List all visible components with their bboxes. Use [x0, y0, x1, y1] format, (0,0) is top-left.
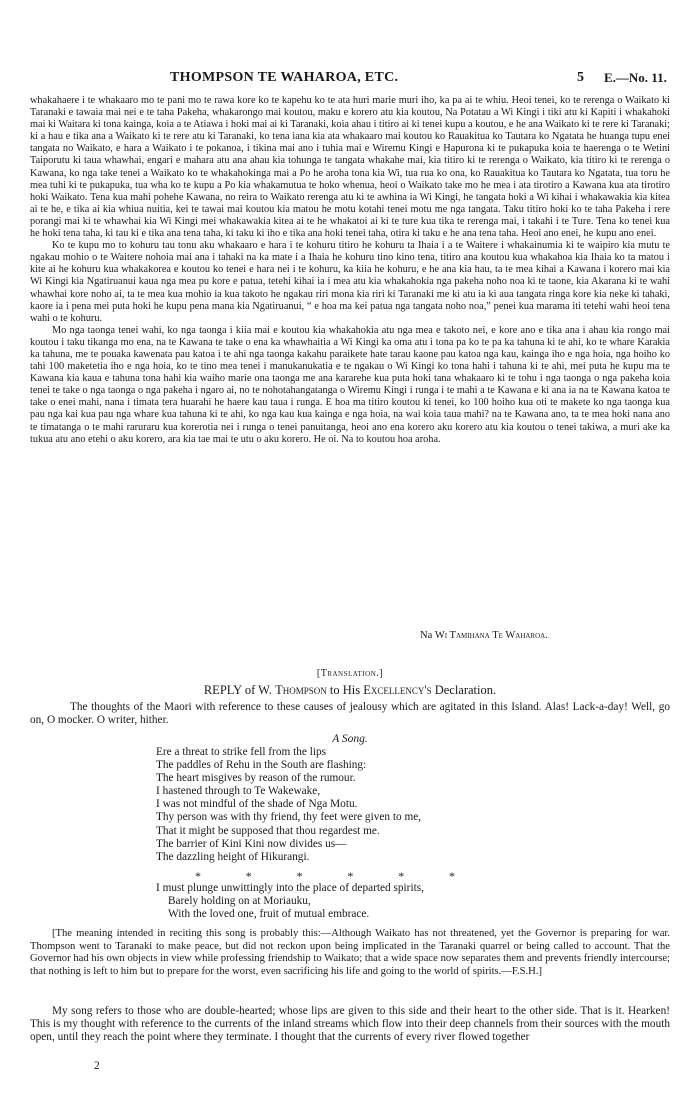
song-title: A Song.	[332, 733, 368, 745]
star: *	[296, 869, 303, 883]
english-intro	[30, 701, 670, 727]
song-line: Ere a threat to strike fell from the lips	[156, 746, 327, 758]
song-line: That it might be supposed that thou regardest me.	[156, 824, 380, 837]
song-verse-end	[156, 882, 626, 921]
document-reference: E.—No. 11.	[604, 70, 667, 85]
note-text: [The meaning intended in reciting this song is probably this:—Although Waikato has not threatened, yet the Governor is preparing for war. Thompson went to Taranaki to make peace, but did not reckon upon being implicated in the Taranaki quarrel or being called to account. That the Governor had his own objects in view while professing friendship to Waikato; that a wide space now separates them and prevents friendly intercourse; that nothing is left to him but to prepare for the worst, even sacrificing his life and going to the world of spirits.—F.S.H.]	[30, 928, 670, 977]
signature-prefix: Na	[420, 630, 433, 641]
song-line: The heart misgives by reason of the rumour.	[156, 772, 356, 785]
page-number: 5	[577, 70, 584, 85]
star: *	[448, 869, 455, 883]
english-paragraph: The thoughts of the Maori with reference to these causes of jealousy which are agitated in this Island. Alas! Lack-a-day! Well, go on, O mocker. O writer, hither.	[30, 701, 670, 726]
song-line: With the loved one, fruit of mutual embrace.	[168, 908, 370, 921]
reply-name: Thompson	[275, 683, 327, 697]
translation-label: [Translation.]	[316, 668, 384, 679]
star: *	[398, 869, 405, 883]
reply-heading	[0, 683, 700, 698]
closing-paragraph: My song refers to those who are double-hearted; whose lips are given to this side and their heart to the other side. That is it. Hearken! This is my thought with reference to the currents of the inland streams which flow into their deep channels from their sources with the mouth open, until they reach the point where they terminate. I thought that the currents of every river flowed together	[30, 1005, 670, 1044]
song-line: The dazzling height of Hikurangi.	[156, 850, 310, 863]
reply-title: Excellency's	[363, 683, 432, 697]
song-line: I must plunge unwittingly into the place of departed spirits,	[156, 882, 424, 894]
song-line: Thy person was with thy friend, thy feet were given to me,	[156, 811, 422, 824]
maori-paragraph: Ko te kupu mo to kohuru tau tonu aku whakaaro e hara i te kohuru titiro he kohuru ta Ihaia i a te Waitere i whakainumia ki te waipiro kia mutu te ngakau mohio o te Waitere nohoia mai ana i tahaki na ka mate i a Ihaia he kohuru tino kino tena, titiro ana koutou kua whakahoa kia Ihaia ko ta matou i kite ai he kohuru kua whakakorea e koutou ko tenei e hara nei i te kohuru, ka kiia he kohuru, e he ana kia hau, ta te mea kihai a Kawana i korero mai kia Wi Kingi kia Ngatiruanui kaua nga mea pu kore e patua, tetehi kihai ia i mea atu kia whakahokia nga pakeha noho noa ki te taone, kia Akarana ki te wahi whawhai kore noho ai, ta te mea kua mohio ia kua takoto he ngakau riri mona kia riri ki Taranaki me ki atu ia ki aua tangata ringa kore kia neke ki tahaki, kaore ia i pena mei puta hoki he kupu pena mana kia Ngatiruanui, “ e hoa ma kei patua nga tangata noho noa,” penei kua marama iti tetehi wahi heoi tena wahi o te kohuru.	[30, 240, 670, 324]
star: *	[245, 869, 252, 883]
signature-mark: 2	[94, 1060, 100, 1072]
star: *	[195, 869, 201, 883]
reply-prefix: REPLY of W.	[203, 683, 272, 697]
song-line: I hastened through to Te Wakewake,	[156, 785, 321, 798]
maori-paragraph: Mo nga taonga tenei wahi, ko nga taonga i kiia mai e koutou kia whakahokia atu nga mea e takoto nei, e kore ano e tika ana i ahau kia rongo mai koutou i taku tikanga mo ena, na te Kawana te take o ena ka whawhaitia a Wi Kingi ka oma atu i tona pa ko te pa ka tahuna ki te ahi, ko te whare Karakia ka tahuna, me te pouaka kawenata pau katoa i te ahi nga taonga kakahu paraikete hate tarau kaone pau katoa nga kau, kainga iho e nga hoia, nga hoiho ko tahi 100 maketetia iho e nga hoia, ko te tino mea tenei i manukanukatia e te ngakau o Wi Kingi ko tona hahi i tahuna ki te ahi, mei puta he kupu ma te Kawana kia kaua e tahuna tona hahi kia waiho marie ona taonga me ana kararehe kua puta hoki tana whakaaro ki te tohu i nga taonga o nga pakeha koia tenei te take o nga taonga o nga pakeha i ngaro ai, no te nohotahangatanga o Wiremu Kingi i runga i te mahi a te Kawana e ki ana ia na te Kawana katoa te take o enei mahi, nana i timata tera huarahi he haere kau taua i runga. E hoa ma titiro koutou ki tenei, ko 100 hoiho kua oti te makete ko nga taonga kua pau nga kai kua pau nga whare kua tahuna ki te ahi, ko nga kau kua kainga e nga hoia, na wai koia taua mahi? na te Kawana ano, ta te mea hoki nana ano te timatanga o te mahi raruraru kua korerotia nei i runga o tenei panuitanga, heoi ano ena korero aku korero atu kia koutou o tenei takiwa, a muri ake ka tukua atu ano etehi o aku korero, ara kia tae mai te utu o aku korero. He oi. Na to koutou hoa aroha.	[30, 324, 670, 445]
song-line: The barrier of Kini Kini now divides us—	[156, 837, 347, 850]
song-line: The paddles of Rehu in the South are flashing:	[156, 759, 367, 772]
maori-text	[30, 95, 670, 446]
star: *	[347, 869, 354, 883]
closing-text	[30, 1005, 670, 1045]
song-line: Barely holding on at Moriauku,	[168, 895, 311, 908]
song-line: I was not mindful of the shade of Nga Motu.	[156, 798, 358, 811]
page-header	[0, 70, 700, 90]
running-title: THOMPSON TE WAHAROA, ETC.	[170, 70, 399, 85]
maori-paragraph: whakahaere i te whakaaro mo te pani mo te rawa kore ko te kapehu ko te ata huri marie muri iho, ka pa ai te whiu. Heoi tenei, ko te rerenga o Waikato ki Taranaki e tawaia mai nei e te taha Pakeha, whakarongo mai koutou, maku e korero atu kia koutou, Na Potatau a Wi Kingi i tiki atu ki Kapiti i whakahoki mai ki Waitara ki tona kainga, koia a te Atiawa i hoki mai ai ki Taranaki, koia ahau i titiro ai ki tenei kupu a koutou, e he ana Waikato ki te rere ki Taranaki; ki a hau e tika ana a Waikato ki te rere atu ki Taranaki, ko tena iana kia ata whakaaro mai koutou ko Rauakitua ko Tautara ko Ngatata he huanga tupu enei tangata no Waikato, e hara a Waikato i te pokanoa, i tikina mai ano i tuhia mai e Wiremu Kingi e Hapurona ki te pukapuka koia te haerenga o te Wetini Taiporutu ki taua whawhai, engari e mahara atu ana ahau kia tohunga te tangata whakahe mai, kia titiro ki te rerenga o Waikato, kia titiro ki te rerenga o Kawana, ko nga take tenei a Waikato ko te whakahokinga mai a Po he aroha tona kia Wi, tua rua ko ona, ko Rauakitua ko Tautara ko Ngatata, tua toru he mea tuhi ki te pukapuka, tua wha ko te kupu a Po kia whakamutua te hoko whenua, heoi o Waikato take mo he mea i ata tirotiro a Kawana kua ata tirotiro hoki Waikato. Tena kua mahi pohehe Kawana, no reira to Waikato rerenga atu ki te awhina ia Wi Kingi, he tangata hoki a Wi kihai i whakawakia kia kitea ai te he, e tika ai kia whiua nuitia, kei te tawai mai koutou kia matou he motu kotahi tenei motu me nga tangata. Taku titiro hoki ko te taha Pakeha i rere porangi mai ki te whawhai kia Wi Kingi mei whakawakia kitea ai te he whakatoi ai ki te ture kua tika te rerenga mai, i takahi i te Ture. Tena ko tenei kua he hoki tena taha, ki tau ki e tika ana tena taha, ki taku ki iho e tika ana hoki tenei taha, otira ki taku e he ana tena taha. Heoi ano enei, he kupu ano enei.	[30, 95, 670, 240]
reply-suffix: Declaration.	[434, 683, 497, 697]
reply-middle: to His	[329, 683, 361, 697]
signature	[420, 630, 548, 641]
translator-note	[30, 928, 670, 978]
signature-name: Wi Tamihana Te Waharoa.	[434, 630, 548, 641]
song-verse	[156, 746, 626, 864]
